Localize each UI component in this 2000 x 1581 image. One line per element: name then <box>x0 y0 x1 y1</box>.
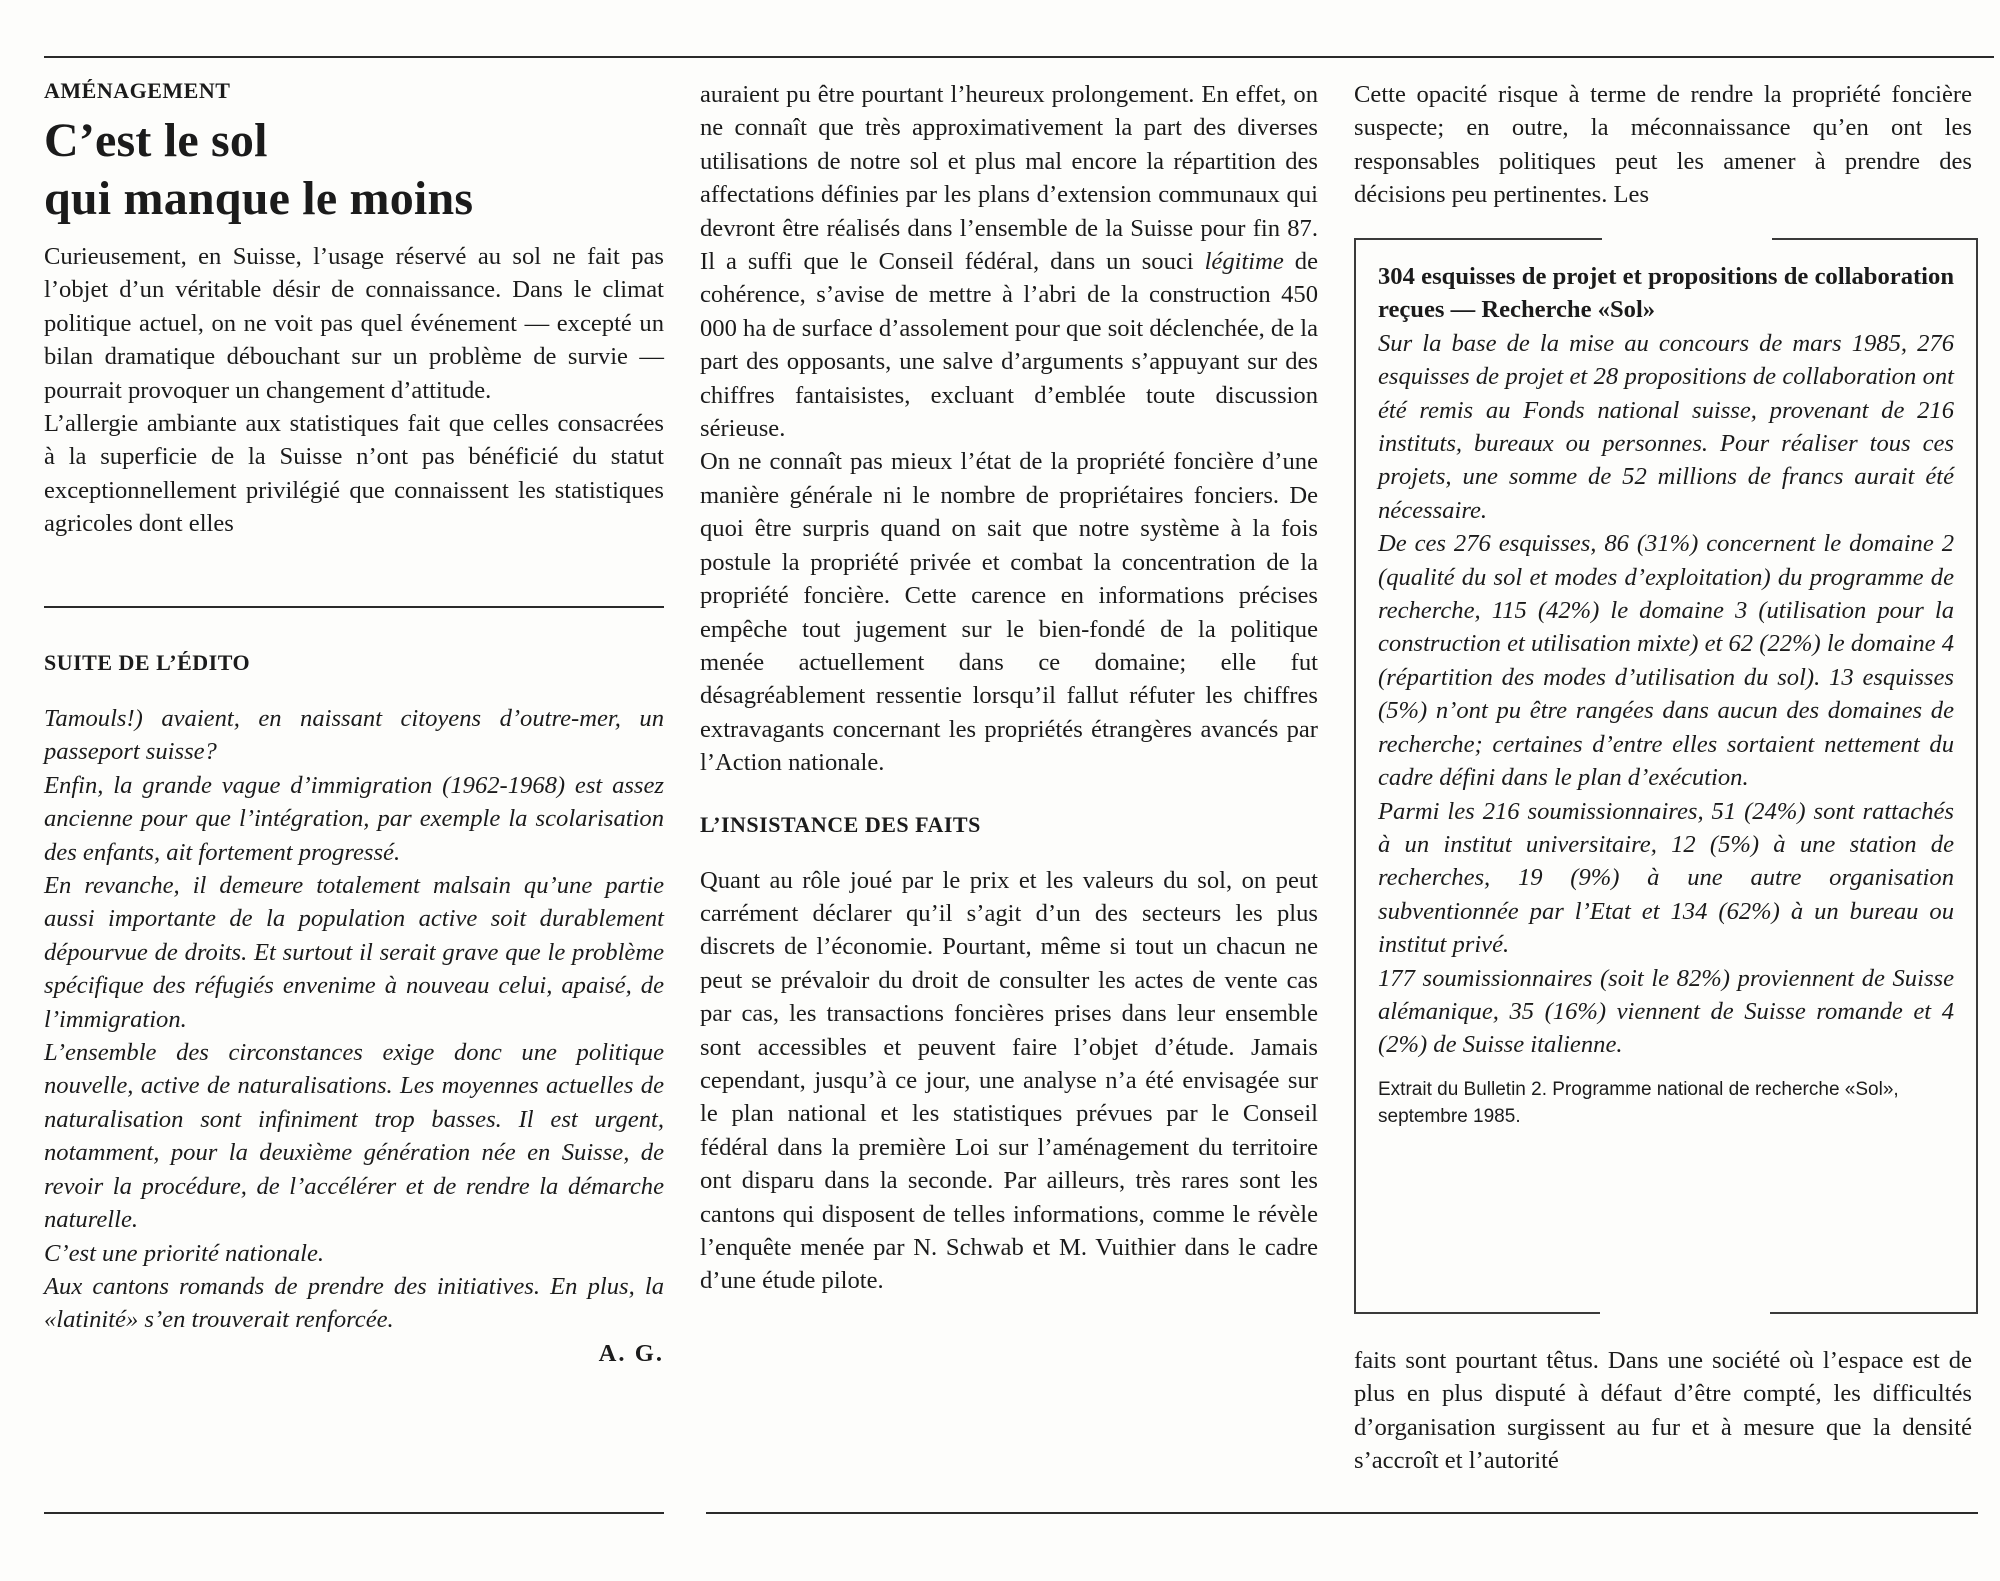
top-rule <box>44 56 1994 58</box>
article-paragraph: Cette opacité risque à terme de rendre la propriété foncière suspecte; en outre, la méconnaissance qu’en ont les responsables politiques peut les amener à prendre des décisions peu pertinentes. Les <box>1354 81 1972 209</box>
edito-subhead: SUITE DE L’ÉDITO <box>44 650 251 675</box>
article-paragraph: faits sont pourtant têtus. Dans une société où l’espace est de plus en plus disputé à défaut d’être compté, les difficultés d’organisation surgissent au fur et à mesure que la densité s’accroît et l’autorité <box>1354 1347 1972 1475</box>
text-span: de cohérence, s’avise de mettre à l’abri de la construction 450 000 ha de surface d’assolement pour que soit déclenchée, de la part des opposants, une salve d’arguments s’appuyant sur des chiffres fantaisistes, excluant d’emblée toute discussion sérieuse. <box>700 248 1319 443</box>
sidebar-box-paragraph: 177 soumissionnaires (soit le 82%) proviennent de Suisse alémanique, 35 (16%) viennent de Suisse romande et 4 (2%) de Suisse italienne. <box>1378 964 1954 1059</box>
edito-paragraph: En revanche, il demeure totalement malsain qu’une partie aussi importante de la population active soit durablement dépourvue de droits. Et surtout il serait grave que le problème spécifique des réfugiés envenime à nouveau celui, apaisé, de l’immigration. <box>44 872 664 1033</box>
sidebar-box <box>1354 238 1978 1314</box>
article-paragraph: L’allergie ambiante aux statistiques fait que celles consacrées à la superficie de la Suisse n’ont pas bénéficié du statut exceptionnellement privilégié que connaissent les statistiques agricoles dont elles <box>44 410 664 538</box>
article-paragraph: On ne connaît pas mieux l’état de la propriété foncière d’une manière générale ni le nombre de propriétaires fonciers. De quoi être surpris quand on sait que notre système à la fois postule la propriété privée et combat la concentration de la propriété foncière. Cette carence en informations précises empêche tout jugement sur le bien-fondé de la politique menée actuellement dans ce domaine; elle fut désagréablement ressentie lorsqu’il fallut réfuter les chiffres extravagants concernant les propriétés étrangères avancés par l’Action nationale. <box>700 448 1318 777</box>
edito-continuation <box>44 650 664 1370</box>
article-subhead: L’INSISTANCE DES FAITS <box>700 811 981 837</box>
bottom-rule-left <box>44 1512 664 1514</box>
article-paragraph <box>700 78 1318 445</box>
box-frame-gap <box>1600 1310 1770 1316</box>
sidebar-box-source: Extrait du Bulletin 2. Programme national de recherche «Sol», septembre 1985. <box>1378 1078 1899 1127</box>
article-column-2 <box>700 78 1318 1298</box>
col1-divider-rule <box>44 606 664 608</box>
headline-line-1: C’est le sol <box>44 114 268 167</box>
article-paragraph: Quant au rôle joué par le prix et les valeurs du sol, on peut carrément déclarer qu’il s’agit d’un des secteurs les plus discrets de l’économie. Pourtant, même si tout un chacun ne peut se prévaloir du droit de consulter les actes de vente cas par cas, les transactions foncières prises dans leur ensemble sont accessibles et peuvent faire l’objet d’étude. Jamais cependant, jusqu’à ce jour, une analyse n’a été envisagée sur le plan national et les statistiques prévues par le Conseil fédéral dans la première Loi sur l’aménagement du territoire ont disparu dans la seconde. Par ailleurs, très rares sont les cantons qui disposent de telles informations, comme le révèle l’enquête menée par N. Schwab et M. Vuithier dans le cadre d’une étude pilote. <box>700 866 1318 1295</box>
article-headline <box>44 112 664 228</box>
italic-word: légitime <box>1204 248 1284 276</box>
article-column-3-bottom <box>1354 1344 1972 1478</box>
article-column-3-top <box>1354 78 1972 212</box>
edito-paragraph: Enfin, la grande vague d’immigration (1962-1968) est assez ancienne pour que l’intégration, par exemple la scolarisation des enfants, ait fortement progressé. <box>44 771 664 866</box>
edito-paragraph: C’est une priorité nationale. <box>44 1239 325 1267</box>
sidebar-box-title: 304 esquisses de projet et propositions de collaboration reçues — Recherche «Sol» <box>1378 263 1954 324</box>
article-column-1 <box>44 78 664 541</box>
edito-paragraph: Aux cantons romands de prendre des initiatives. En plus, la «latinité» s’en trouverait renforcée. <box>44 1272 664 1334</box>
headline-line-2: qui manque le moins <box>44 172 474 225</box>
edito-signature: A. G. <box>598 1339 664 1367</box>
article-paragraph: Curieusement, en Suisse, l’usage réservé au sol ne fait pas l’objet d’un véritable désir de connaissance. Dans le climat politique actuel, on ne voit pas quel événement — excepté un bilan dramatique débouchant sur un problème de survie — pourrait provoquer un changement d’attitude. <box>44 243 664 404</box>
article-kicker: AMÉNAGEMENT <box>44 78 231 103</box>
box-frame-gap <box>1602 236 1772 242</box>
sidebar-box-paragraph: De ces 276 esquisses, 86 (31%) concernent le domaine 2 (qualité du sol et modes d’exploitation) du programme de recherche, 115 (42%) le domaine 3 (utilisation pour la construction et utilisation mixte) et 62 (22%) le domaine 4 (répartition des modes d’utilisation du sol). 13 esquisses (5%) n’ont pu être rangées dans aucun des domaines de recherche; certaines d’entre elles sortaient nettement du cadre défini dans le plan d’exécution. <box>1378 530 1954 792</box>
sidebar-box-paragraph: Parmi les 216 soumissionnaires, 51 (24%) sont rattachés à un institut universitaire, 12 (5%) à une station de recherches, 19 (9%) à une autre organisation subventionnée par l’Etat et 134 (62%) à un bureau ou institut privé. <box>1378 797 1954 959</box>
edito-paragraph: L’ensemble des circonstances exige donc une politique nouvelle, active de naturalisations. Les moyennes actuelles de naturalisation sont infiniment trop basses. Il est urgent, notamment, pour la deuxième génération née en Suisse, de revoir la procédure, de l’accélérer et de rendre la démarche naturelle. <box>44 1039 664 1234</box>
sidebar-box-paragraph: Sur la base de la mise au concours de mars 1985, 276 esquisses de projet et 28 propositions de collaboration ont été remis au Fonds national suisse, provenant de 216 instituts, bureaux ou personnes. Pour réaliser tous ces projets, une somme de 52 millions de francs aurait été nécessaire. <box>1378 329 1954 524</box>
text-span: auraient pu être pourtant l’heureux prolongement. En effet, on ne connaît que très approximativement la part des diverses utilisations de notre sol et plus mal encore la répartition des affectations définies par les plans d’extension communaux qui devront être réalisés dans l’ensemble de la Suisse pour fin 87. Il a suffi que le Conseil fédéral, dans un souci <box>700 81 1318 276</box>
edito-paragraph: Tamouls!) avaient, en naissant citoyens d’outre-mer, un passeport suisse? <box>44 705 664 766</box>
bottom-rule-right <box>706 1512 1978 1514</box>
